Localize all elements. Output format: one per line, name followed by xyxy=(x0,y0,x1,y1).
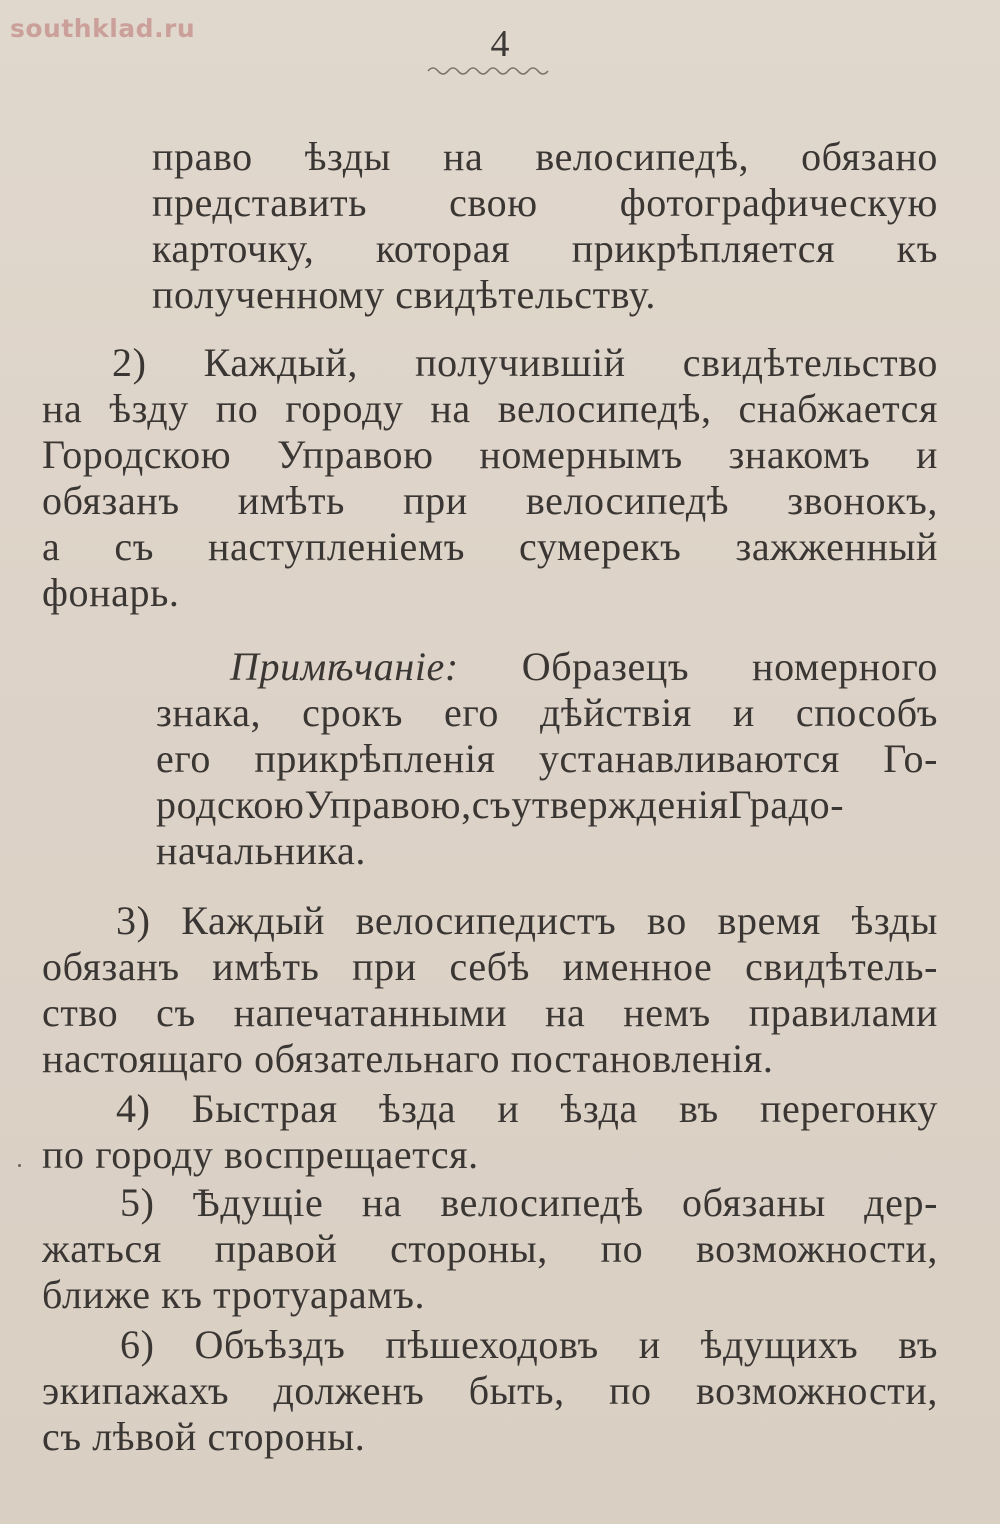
text-line: ближе къ тротуарамъ. xyxy=(42,1272,426,1317)
text-line: 2) Каждый, получившій свидѣтельство xyxy=(112,340,938,385)
text-line: родскоюУправою,съутвержденіяГрадо- xyxy=(156,782,845,827)
text-line: карточку, которая прикрѣпляется къ xyxy=(152,226,938,271)
text-line: фонарь. xyxy=(42,570,180,615)
text-line: знака, срокъ его дѣйствія и способъ xyxy=(156,690,938,735)
text-line: его прикрѣпленія устанавливаются Го- xyxy=(156,736,938,781)
text-line: 5) Ѣдущіе на велосипедѣ обязаны дер- xyxy=(120,1180,938,1225)
text-line: начальника. xyxy=(156,828,366,873)
text-line: по городу воспрещается. xyxy=(42,1132,479,1177)
text-line: на ѣзду по городу на велосипедѣ, снабжается xyxy=(42,386,938,431)
text-line: 6) Объѣздъ пѣшеходовъ и ѣдущихъ въ xyxy=(120,1322,938,1367)
text-line: настоящаго обязательнаго постановленія. xyxy=(42,1036,774,1081)
note-first-line xyxy=(230,644,938,690)
text-line: обязанъ имѣть при себѣ именное свидѣтель- xyxy=(42,944,938,989)
print-speck xyxy=(18,1164,21,1167)
text-line: полученному свидѣтельству. xyxy=(152,272,656,317)
page-number: 4 xyxy=(490,23,510,65)
wavy-ornament-icon xyxy=(426,64,550,78)
note-first-line-text: Образецъ номерного xyxy=(521,644,938,689)
text-line: право ѣзды на велосипедѣ, обязано xyxy=(152,134,938,179)
text-line: 3) Каждый велосипедистъ во время ѣзды xyxy=(116,898,938,943)
note-heading: Примѣчаніе: xyxy=(230,644,459,689)
text-line: жаться правой стороны, по возможности, xyxy=(42,1226,938,1271)
text-line: съ лѣвой стороны. xyxy=(42,1414,366,1459)
text-line: ство съ напечатанными на немъ правилами xyxy=(42,990,938,1035)
text-line: экипажахъ долженъ быть, по возможности, xyxy=(42,1368,938,1413)
text-line: представить свою фотографическую xyxy=(152,180,938,225)
watermark: southklad.ru xyxy=(10,14,196,43)
text-line: 4) Быстрая ѣзда и ѣзда въ перегонку xyxy=(116,1086,938,1131)
text-line: Городскою Управою номернымъ знакомъ и xyxy=(42,432,938,477)
text-line: а съ наступленіемъ сумерекъ зажженный xyxy=(42,524,938,569)
text-line: обязанъ имѣть при велосипедѣ звонокъ, xyxy=(42,478,938,523)
